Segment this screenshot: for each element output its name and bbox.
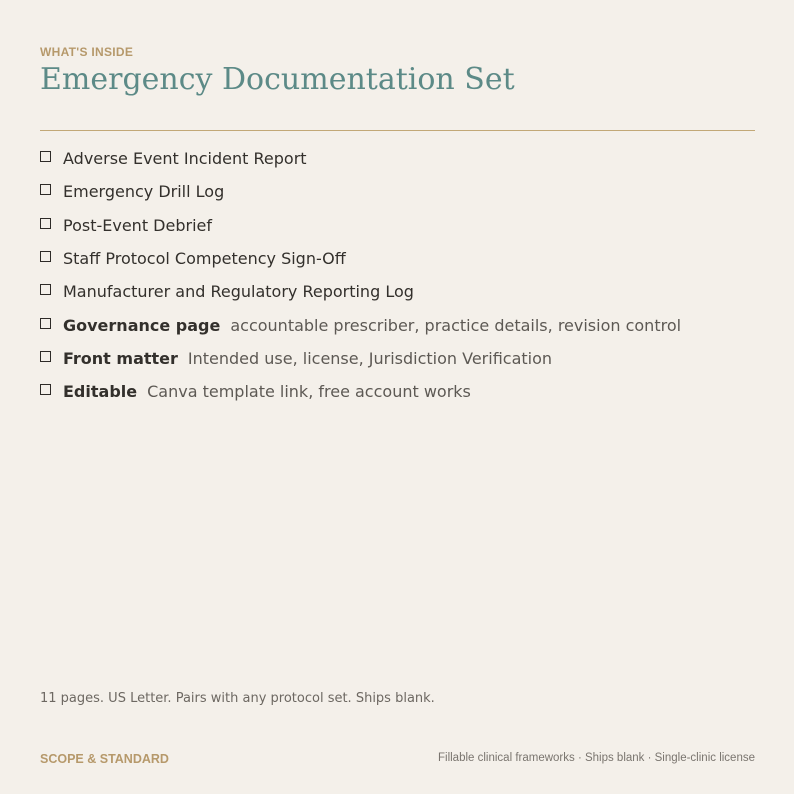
checkbox-icon (40, 218, 51, 229)
checklist-item (40, 342, 681, 375)
checkbox-icon (40, 151, 51, 162)
checklist-item (40, 308, 681, 341)
title-divider (40, 130, 755, 131)
footer-brand: SCOPE & STANDARD (40, 752, 169, 766)
checkbox-icon (40, 284, 51, 295)
page-note: 11 pages. US Letter. Pairs with any protocol set. Ships blank. (40, 691, 435, 706)
checklist-item-detail: Canva template link, free account works (147, 382, 471, 402)
footer-tagline: Fillable clinical frameworks · Ships blank · Single-clinic license (437, 752, 755, 764)
checklist-item-label: Post-Event Debrief (63, 215, 212, 235)
checklist-item-label: Emergency Drill Log (63, 182, 225, 202)
checkbox-icon (40, 184, 51, 195)
checklist-item-detail: accountable prescriber, practice details, revision control (230, 315, 682, 335)
checklist-item (40, 209, 681, 242)
checkbox-icon (40, 318, 51, 329)
page-title: Emergency Documentation Set (40, 62, 515, 97)
checkbox-icon (40, 251, 51, 262)
checklist-item (40, 275, 681, 308)
checklist-item-label: Manufacturer and Regulatory Reporting Log (63, 282, 414, 302)
checkbox-icon (40, 351, 51, 362)
checklist-item-label: Staff Protocol Competency Sign-Off (63, 249, 346, 269)
checklist-item-label: Editable (63, 382, 138, 402)
checklist-item (40, 175, 681, 208)
checklist-item-label: Adverse Event Incident Report (63, 149, 307, 169)
checklist-item-label: Governance page (63, 315, 221, 335)
checklist-item-detail: Intended use, license, Jurisdiction Verification (187, 348, 553, 368)
checklist-item (40, 142, 681, 175)
checklist-item-label: Front matter (63, 348, 178, 368)
checklist-item (40, 242, 681, 275)
document-page (40, 0, 755, 794)
checkbox-icon (40, 384, 51, 395)
contents-checklist (40, 142, 681, 408)
section-eyebrow: WHAT'S INSIDE (40, 45, 134, 59)
checklist-item (40, 375, 681, 408)
